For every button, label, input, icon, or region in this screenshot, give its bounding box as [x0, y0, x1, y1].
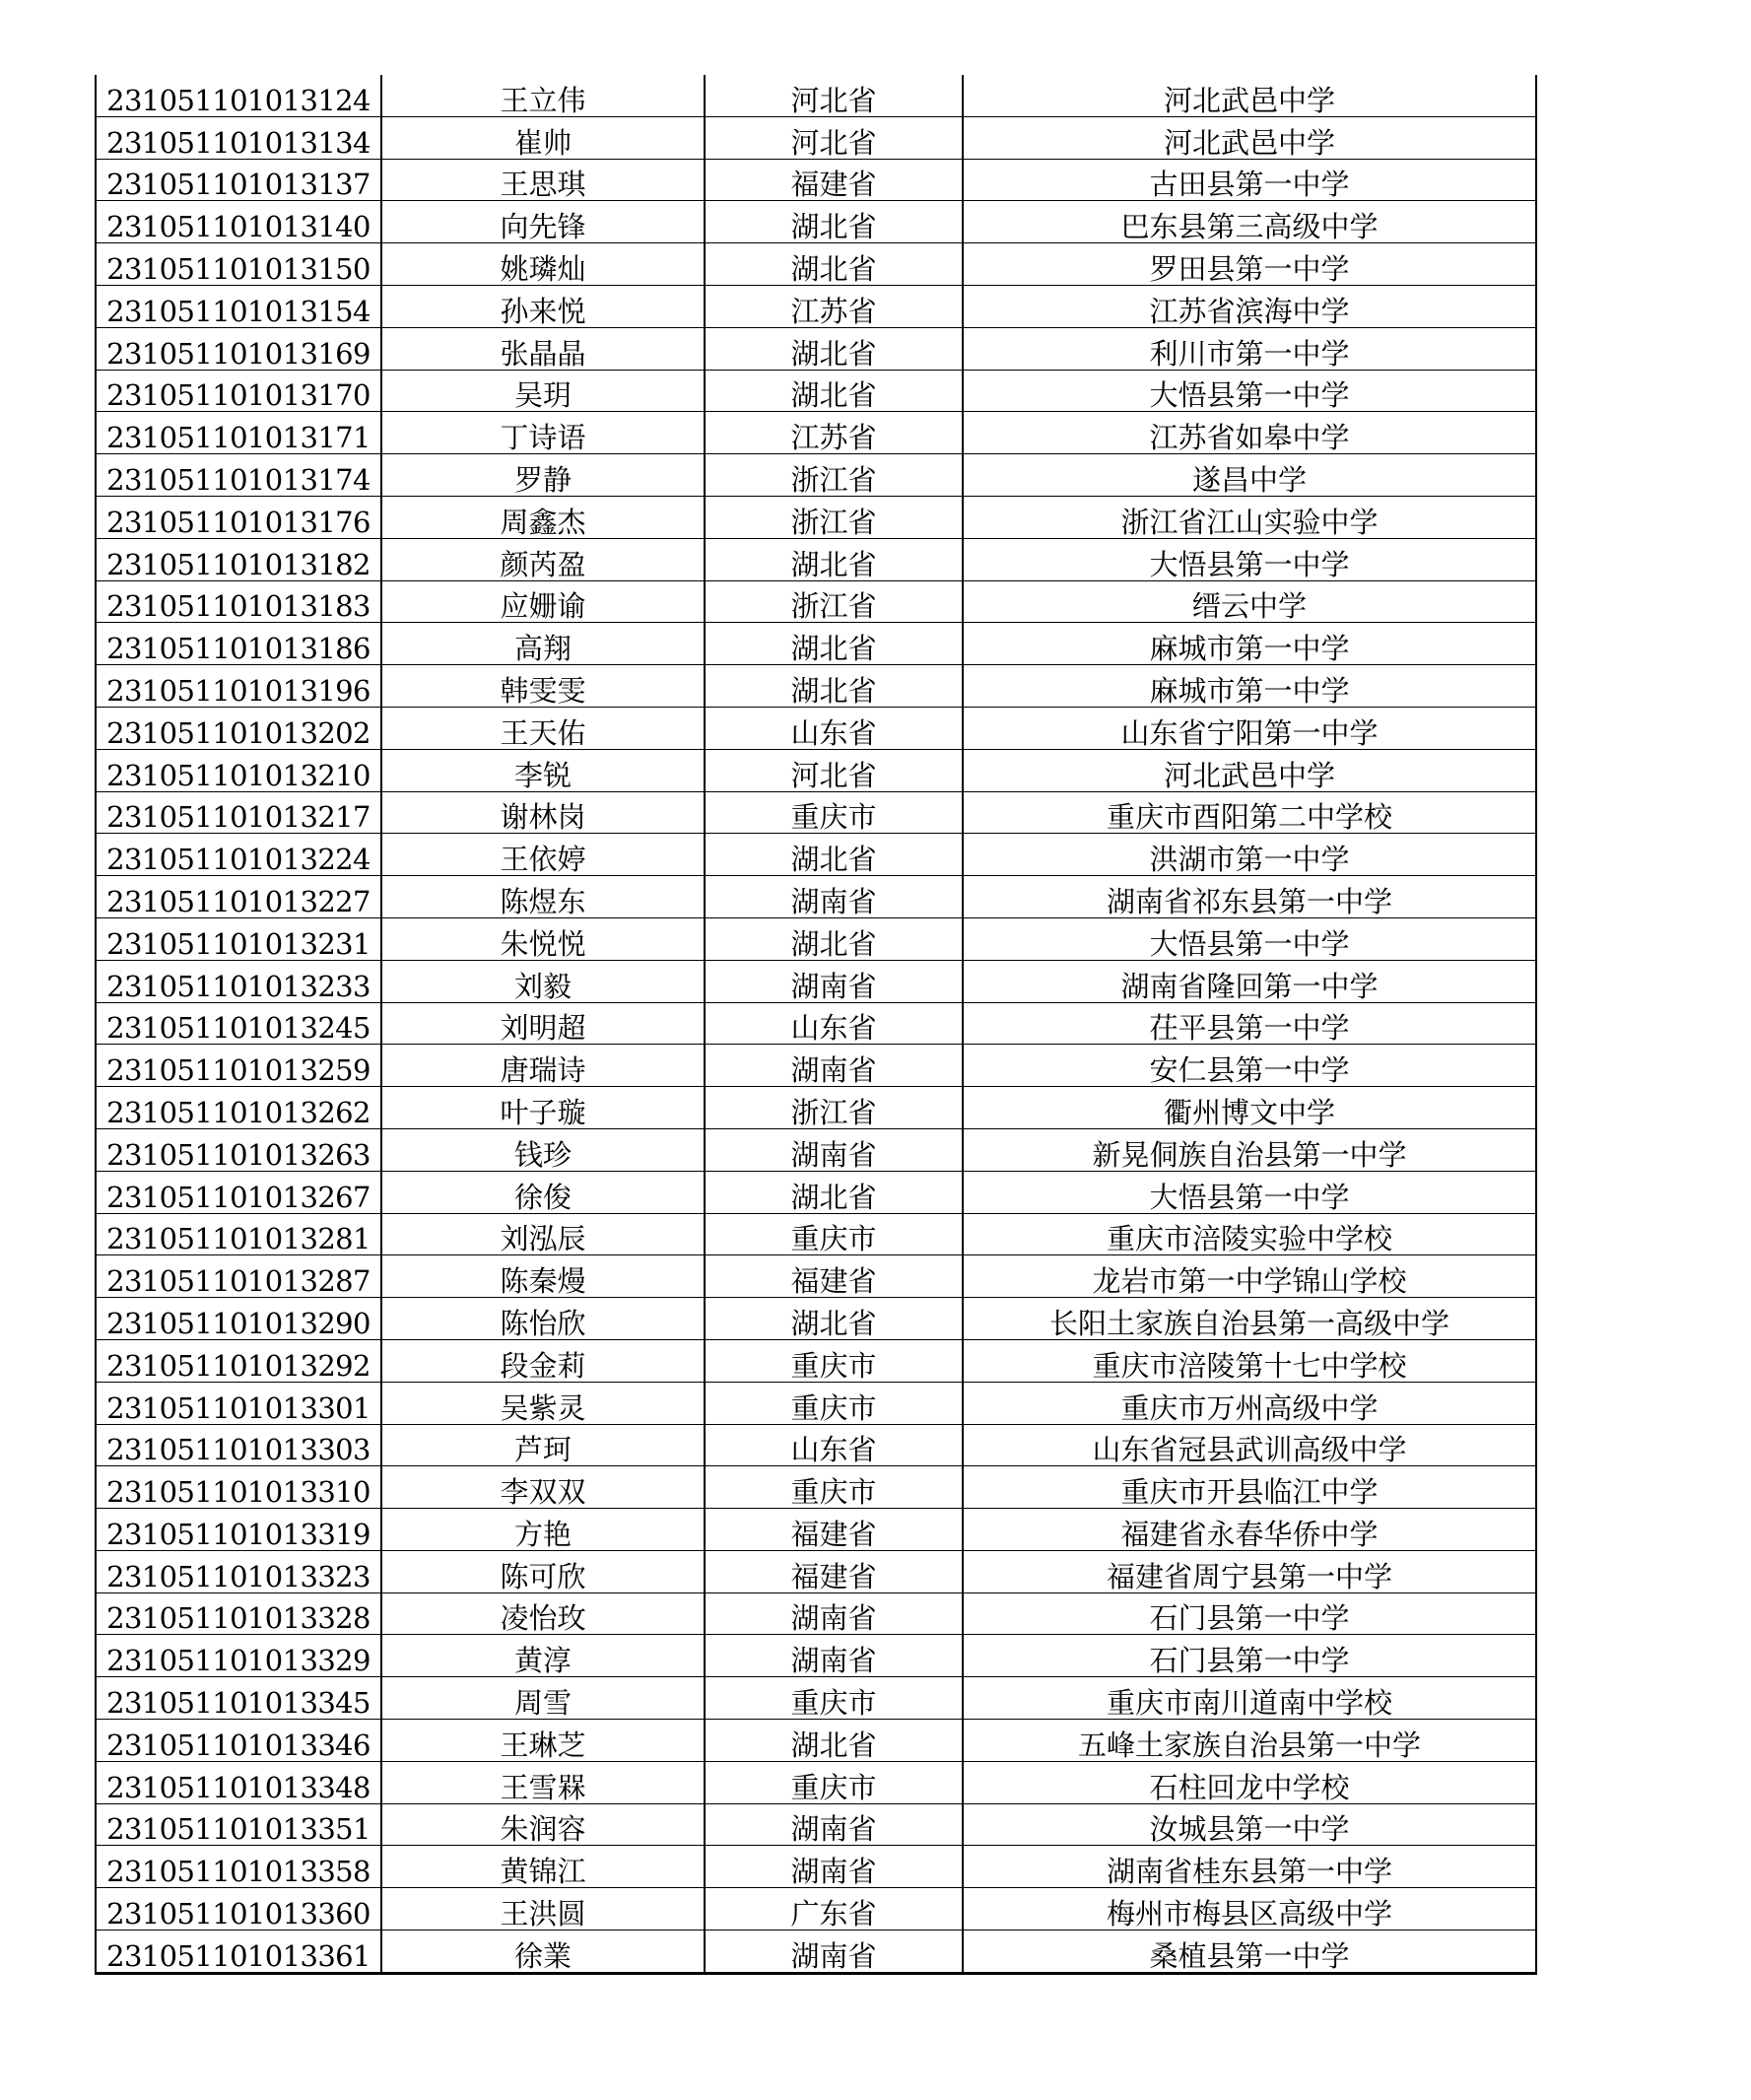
- exam-id-cell: 231051101013245: [96, 1002, 381, 1045]
- exam-id-cell: 231051101013346: [96, 1720, 381, 1762]
- school-cell: 河北武邑中学: [963, 75, 1536, 116]
- student-name-cell: 陈可欣: [381, 1550, 705, 1592]
- school-cell: 大悟县第一中学: [963, 370, 1536, 412]
- exam-id-cell: 231051101013262: [96, 1087, 381, 1129]
- table-row: [96, 1045, 1536, 1087]
- school-cell: 湖南省祁东县第一中学: [963, 876, 1536, 918]
- exam-id-cell: 231051101013319: [96, 1509, 381, 1551]
- student-name-cell: 崔帅: [381, 116, 705, 159]
- province-cell: 重庆市: [705, 1339, 963, 1382]
- exam-id-cell: 231051101013224: [96, 834, 381, 876]
- province-cell: 江苏省: [705, 412, 963, 454]
- exam-id-cell: 231051101013176: [96, 496, 381, 538]
- roster-sheet: [95, 75, 1527, 1975]
- table-row: [96, 791, 1536, 834]
- table-row: [96, 327, 1536, 370]
- school-cell: 福建省永春华侨中学: [963, 1509, 1536, 1551]
- exam-id-cell: 231051101013259: [96, 1045, 381, 1087]
- exam-id-cell: 231051101013134: [96, 116, 381, 159]
- province-cell: 湖南省: [705, 1045, 963, 1087]
- province-cell: 湖南省: [705, 1931, 963, 1974]
- student-name-cell: 王依婷: [381, 834, 705, 876]
- province-cell: 浙江省: [705, 496, 963, 538]
- exam-id-cell: 231051101013171: [96, 412, 381, 454]
- province-cell: 江苏省: [705, 285, 963, 327]
- school-cell: 大悟县第一中学: [963, 1171, 1536, 1213]
- student-name-cell: 颜芮盈: [381, 538, 705, 580]
- school-cell: 湖南省隆回第一中学: [963, 960, 1536, 1002]
- exam-id-cell: 231051101013287: [96, 1255, 381, 1298]
- school-cell: 石门县第一中学: [963, 1635, 1536, 1677]
- province-cell: 湖南省: [705, 1803, 963, 1846]
- exam-id-cell: 231051101013124: [96, 75, 381, 116]
- table-row: [96, 496, 1536, 538]
- province-cell: 湖南省: [705, 1128, 963, 1171]
- exam-id-cell: 231051101013137: [96, 159, 381, 201]
- student-name-cell: 张晶晶: [381, 327, 705, 370]
- exam-id-cell: 231051101013328: [96, 1592, 381, 1635]
- exam-id-cell: 231051101013210: [96, 749, 381, 791]
- province-cell: 湖南省: [705, 960, 963, 1002]
- table-row: [96, 1803, 1536, 1846]
- table-row: [96, 623, 1536, 665]
- student-name-cell: 王琳芝: [381, 1720, 705, 1762]
- school-cell: 衢州博文中学: [963, 1087, 1536, 1129]
- table-row: [96, 454, 1536, 497]
- student-name-cell: 高翔: [381, 623, 705, 665]
- province-cell: 重庆市: [705, 1382, 963, 1424]
- school-cell: 石门县第一中学: [963, 1592, 1536, 1635]
- province-cell: 浙江省: [705, 454, 963, 497]
- school-cell: 利川市第一中学: [963, 327, 1536, 370]
- student-name-cell: 朱润容: [381, 1803, 705, 1846]
- school-cell: 重庆市万州高级中学: [963, 1382, 1536, 1424]
- exam-id-cell: 231051101013183: [96, 580, 381, 623]
- province-cell: 湖北省: [705, 1720, 963, 1762]
- exam-id-cell: 231051101013233: [96, 960, 381, 1002]
- school-cell: 大悟县第一中学: [963, 538, 1536, 580]
- province-cell: 山东省: [705, 1002, 963, 1045]
- province-cell: 湖南省: [705, 1846, 963, 1888]
- school-cell: 龙岩市第一中学锦山学校: [963, 1255, 1536, 1298]
- province-cell: 湖北省: [705, 917, 963, 960]
- exam-id-cell: 231051101013358: [96, 1846, 381, 1888]
- student-name-cell: 陈怡欣: [381, 1298, 705, 1340]
- table-row: [96, 538, 1536, 580]
- table-row: [96, 834, 1536, 876]
- school-cell: 重庆市涪陵实验中学校: [963, 1213, 1536, 1255]
- table-row: [96, 1255, 1536, 1298]
- school-cell: 梅州市梅县区高级中学: [963, 1888, 1536, 1931]
- table-row: [96, 1298, 1536, 1340]
- table-row: [96, 1002, 1536, 1045]
- student-name-cell: 凌怡玫: [381, 1592, 705, 1635]
- student-name-cell: 钱珍: [381, 1128, 705, 1171]
- table-row: [96, 75, 1536, 116]
- school-cell: 长阳土家族自治县第一高级中学: [963, 1298, 1536, 1340]
- province-cell: 重庆市: [705, 1213, 963, 1255]
- school-cell: 古田县第一中学: [963, 159, 1536, 201]
- table-row: [96, 580, 1536, 623]
- exam-id-cell: 231051101013231: [96, 917, 381, 960]
- province-cell: 河北省: [705, 116, 963, 159]
- province-cell: 湖北省: [705, 1298, 963, 1340]
- table-row: [96, 1720, 1536, 1762]
- student-name-cell: 王天佑: [381, 707, 705, 749]
- province-cell: 河北省: [705, 75, 963, 116]
- table-row: [96, 1424, 1536, 1466]
- exam-id-cell: 231051101013290: [96, 1298, 381, 1340]
- province-cell: 湖南省: [705, 876, 963, 918]
- exam-id-cell: 231051101013169: [96, 327, 381, 370]
- table-row: [96, 1087, 1536, 1129]
- province-cell: 福建省: [705, 159, 963, 201]
- exam-id-cell: 231051101013196: [96, 665, 381, 708]
- table-row: [96, 707, 1536, 749]
- student-name-cell: 孙来悦: [381, 285, 705, 327]
- student-name-cell: 李双双: [381, 1466, 705, 1509]
- exam-id-cell: 231051101013170: [96, 370, 381, 412]
- table-row: [96, 243, 1536, 286]
- table-row: [96, 116, 1536, 159]
- table-row: [96, 1888, 1536, 1931]
- school-cell: 茌平县第一中学: [963, 1002, 1536, 1045]
- student-name-cell: 周雪: [381, 1677, 705, 1720]
- table-row: [96, 1382, 1536, 1424]
- exam-id-cell: 231051101013351: [96, 1803, 381, 1846]
- school-cell: 浙江省江山实验中学: [963, 496, 1536, 538]
- student-name-cell: 段金莉: [381, 1339, 705, 1382]
- exam-id-cell: 231051101013150: [96, 243, 381, 286]
- exam-id-cell: 231051101013323: [96, 1550, 381, 1592]
- school-cell: 江苏省如皋中学: [963, 412, 1536, 454]
- province-cell: 湖北省: [705, 370, 963, 412]
- student-name-cell: 吴玥: [381, 370, 705, 412]
- student-name-cell: 徐業: [381, 1931, 705, 1974]
- table-row: [96, 960, 1536, 1002]
- table-row: [96, 285, 1536, 327]
- school-cell: 江苏省滨海中学: [963, 285, 1536, 327]
- roster-table: [95, 75, 1537, 1975]
- school-cell: 麻城市第一中学: [963, 623, 1536, 665]
- school-cell: 巴东县第三高级中学: [963, 201, 1536, 243]
- student-name-cell: 叶子璇: [381, 1087, 705, 1129]
- exam-id-cell: 231051101013360: [96, 1888, 381, 1931]
- student-name-cell: 罗静: [381, 454, 705, 497]
- student-name-cell: 王洪圆: [381, 1888, 705, 1931]
- exam-id-cell: 231051101013361: [96, 1931, 381, 1974]
- table-row: [96, 1171, 1536, 1213]
- exam-id-cell: 231051101013154: [96, 285, 381, 327]
- table-row: [96, 665, 1536, 708]
- table-row: [96, 1509, 1536, 1551]
- school-cell: 湖南省桂东县第一中学: [963, 1846, 1536, 1888]
- table-row: [96, 1213, 1536, 1255]
- school-cell: 安仁县第一中学: [963, 1045, 1536, 1087]
- school-cell: 缙云中学: [963, 580, 1536, 623]
- province-cell: 浙江省: [705, 1087, 963, 1129]
- province-cell: 福建省: [705, 1550, 963, 1592]
- province-cell: 湖北省: [705, 327, 963, 370]
- exam-id-cell: 231051101013202: [96, 707, 381, 749]
- province-cell: 湖北省: [705, 243, 963, 286]
- province-cell: 湖北省: [705, 834, 963, 876]
- province-cell: 福建省: [705, 1255, 963, 1298]
- province-cell: 河北省: [705, 749, 963, 791]
- student-name-cell: 王立伟: [381, 75, 705, 116]
- exam-id-cell: 231051101013345: [96, 1677, 381, 1720]
- student-name-cell: 吴紫灵: [381, 1382, 705, 1424]
- exam-id-cell: 231051101013329: [96, 1635, 381, 1677]
- table-row: [96, 1128, 1536, 1171]
- province-cell: 山东省: [705, 707, 963, 749]
- school-cell: 河北武邑中学: [963, 116, 1536, 159]
- exam-id-cell: 231051101013292: [96, 1339, 381, 1382]
- province-cell: 重庆市: [705, 791, 963, 834]
- exam-id-cell: 231051101013182: [96, 538, 381, 580]
- exam-id-cell: 231051101013267: [96, 1171, 381, 1213]
- school-cell: 石柱回龙中学校: [963, 1761, 1536, 1803]
- student-name-cell: 王思琪: [381, 159, 705, 201]
- school-cell: 重庆市涪陵第十七中学校: [963, 1339, 1536, 1382]
- school-cell: 洪湖市第一中学: [963, 834, 1536, 876]
- table-row: [96, 370, 1536, 412]
- table-row: [96, 749, 1536, 791]
- school-cell: 河北武邑中学: [963, 749, 1536, 791]
- province-cell: 湖南省: [705, 1635, 963, 1677]
- student-name-cell: 应姗谕: [381, 580, 705, 623]
- student-name-cell: 方艳: [381, 1509, 705, 1551]
- exam-id-cell: 231051101013303: [96, 1424, 381, 1466]
- school-cell: 大悟县第一中学: [963, 917, 1536, 960]
- student-name-cell: 王雪槑: [381, 1761, 705, 1803]
- student-name-cell: 周鑫杰: [381, 496, 705, 538]
- province-cell: 湖北省: [705, 1171, 963, 1213]
- table-row: [96, 1339, 1536, 1382]
- student-name-cell: 黄锦江: [381, 1846, 705, 1888]
- province-cell: 山东省: [705, 1424, 963, 1466]
- roster-table-body: [96, 75, 1536, 1973]
- student-name-cell: 李锐: [381, 749, 705, 791]
- province-cell: 广东省: [705, 1888, 963, 1931]
- school-cell: 五峰土家族自治县第一中学: [963, 1720, 1536, 1762]
- table-row: [96, 1931, 1536, 1974]
- student-name-cell: 姚璘灿: [381, 243, 705, 286]
- province-cell: 浙江省: [705, 580, 963, 623]
- school-cell: 遂昌中学: [963, 454, 1536, 497]
- student-name-cell: 陈煜东: [381, 876, 705, 918]
- table-row: [96, 1550, 1536, 1592]
- student-name-cell: 刘毅: [381, 960, 705, 1002]
- student-name-cell: 韩雯雯: [381, 665, 705, 708]
- school-cell: 重庆市开县临江中学: [963, 1466, 1536, 1509]
- exam-id-cell: 231051101013281: [96, 1213, 381, 1255]
- student-name-cell: 朱悦悦: [381, 917, 705, 960]
- exam-id-cell: 231051101013186: [96, 623, 381, 665]
- student-name-cell: 唐瑞诗: [381, 1045, 705, 1087]
- student-name-cell: 芦珂: [381, 1424, 705, 1466]
- exam-id-cell: 231051101013301: [96, 1382, 381, 1424]
- table-row: [96, 1635, 1536, 1677]
- province-cell: 湖北省: [705, 623, 963, 665]
- student-name-cell: 刘泓辰: [381, 1213, 705, 1255]
- table-row: [96, 1846, 1536, 1888]
- province-cell: 湖南省: [705, 1592, 963, 1635]
- table-row: [96, 1466, 1536, 1509]
- table-row: [96, 412, 1536, 454]
- table-row: [96, 1677, 1536, 1720]
- exam-id-cell: 231051101013174: [96, 454, 381, 497]
- school-cell: 桑植县第一中学: [963, 1931, 1536, 1974]
- table-row: [96, 1761, 1536, 1803]
- student-name-cell: 黄淳: [381, 1635, 705, 1677]
- student-name-cell: 丁诗语: [381, 412, 705, 454]
- student-name-cell: 谢林岗: [381, 791, 705, 834]
- province-cell: 湖北省: [705, 538, 963, 580]
- school-cell: 新晃侗族自治县第一中学: [963, 1128, 1536, 1171]
- table-row: [96, 1592, 1536, 1635]
- province-cell: 湖北省: [705, 201, 963, 243]
- exam-id-cell: 231051101013263: [96, 1128, 381, 1171]
- table-row: [96, 159, 1536, 201]
- school-cell: 山东省宁阳第一中学: [963, 707, 1536, 749]
- school-cell: 罗田县第一中学: [963, 243, 1536, 286]
- table-row: [96, 876, 1536, 918]
- school-cell: 福建省周宁县第一中学: [963, 1550, 1536, 1592]
- exam-id-cell: 231051101013348: [96, 1761, 381, 1803]
- student-name-cell: 刘明超: [381, 1002, 705, 1045]
- province-cell: 重庆市: [705, 1761, 963, 1803]
- table-row: [96, 201, 1536, 243]
- table-row: [96, 917, 1536, 960]
- exam-id-cell: 231051101013227: [96, 876, 381, 918]
- school-cell: 汝城县第一中学: [963, 1803, 1536, 1846]
- province-cell: 福建省: [705, 1509, 963, 1551]
- exam-id-cell: 231051101013310: [96, 1466, 381, 1509]
- student-name-cell: 徐俊: [381, 1171, 705, 1213]
- province-cell: 重庆市: [705, 1677, 963, 1720]
- province-cell: 湖北省: [705, 665, 963, 708]
- province-cell: 重庆市: [705, 1466, 963, 1509]
- school-cell: 重庆市酉阳第二中学校: [963, 791, 1536, 834]
- exam-id-cell: 231051101013217: [96, 791, 381, 834]
- student-name-cell: 陈秦熳: [381, 1255, 705, 1298]
- student-name-cell: 向先锋: [381, 201, 705, 243]
- school-cell: 山东省冠县武训高级中学: [963, 1424, 1536, 1466]
- exam-id-cell: 231051101013140: [96, 201, 381, 243]
- school-cell: 麻城市第一中学: [963, 665, 1536, 708]
- school-cell: 重庆市南川道南中学校: [963, 1677, 1536, 1720]
